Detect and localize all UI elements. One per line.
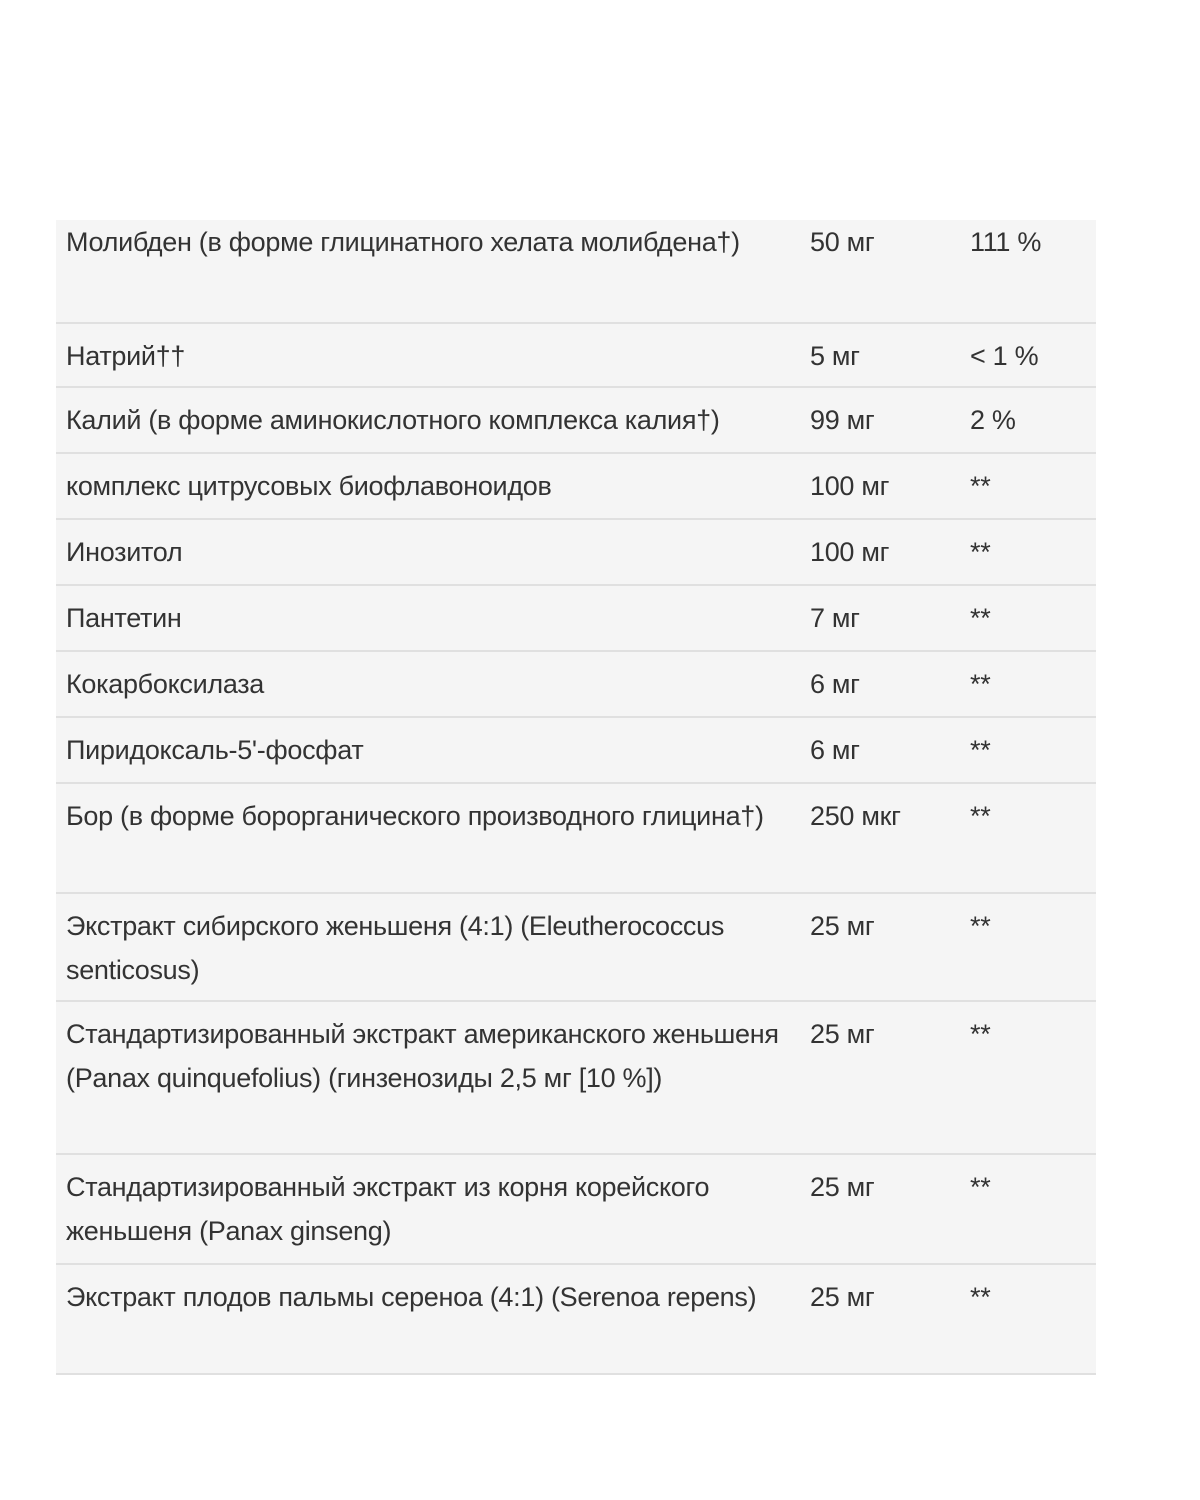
daily-value: ** xyxy=(970,1172,991,1202)
ingredient-name: Кокарбоксилаза xyxy=(66,669,265,699)
ingredient-amount: 50 мг xyxy=(810,227,875,257)
ingredient-name: Экстракт плодов пальмы сереноа (4:1) (Serenoa repens) xyxy=(66,1282,757,1312)
ingredient-amount: 25 мг xyxy=(810,911,875,941)
daily-value: ** xyxy=(970,735,991,765)
ingredient-name: Стандартизированный экстракт американского женьшеня (Panax quinquefolius) (гинзенозиды 2,5 мг [10 %]) xyxy=(66,1019,779,1093)
ingredient-name: Пиридоксаль-5'-фосфат xyxy=(66,735,364,765)
table-row xyxy=(56,717,1096,783)
ingredient-name: Экстракт сибирского женьшеня (4:1) (Eleutherococcus senticosus) xyxy=(66,911,725,985)
daily-value: ** xyxy=(970,801,991,831)
ingredient-amount: 25 мг xyxy=(810,1172,875,1202)
daily-value: ** xyxy=(970,1282,991,1312)
table-row xyxy=(56,651,1096,717)
table-row xyxy=(56,387,1096,453)
ingredient-amount: 6 мг xyxy=(810,669,860,699)
ingredient-amount: 99 мг xyxy=(810,405,875,435)
table-row xyxy=(56,1154,1096,1264)
daily-value: 2 % xyxy=(970,405,1016,435)
daily-value: ** xyxy=(970,911,991,941)
daily-value: 111 % xyxy=(970,227,1042,257)
table-row xyxy=(56,1001,1096,1154)
table-row xyxy=(56,585,1096,651)
ingredient-name: Калий (в форме аминокислотного комплекса калия†) xyxy=(66,405,720,435)
table-row xyxy=(56,1264,1096,1374)
table-row xyxy=(56,323,1096,387)
ingredient-amount: 6 мг xyxy=(810,735,860,765)
ingredient-amount: 100 мг xyxy=(810,537,890,567)
ingredient-name: Инозитол xyxy=(66,537,183,567)
daily-value: ** xyxy=(970,603,991,633)
ingredient-amount: 250 мкг xyxy=(810,801,901,831)
ingredient-amount: 5 мг xyxy=(810,341,860,371)
ingredient-amount: 25 мг xyxy=(810,1282,875,1312)
table-row xyxy=(56,893,1096,1001)
ingredient-name: Бор (в форме борорганического производного глицина†) xyxy=(66,801,764,831)
ingredient-amount: 25 мг xyxy=(810,1019,875,1049)
nutrition-table-container xyxy=(56,220,1096,1375)
supplement-facts-table xyxy=(56,220,1096,1375)
daily-value: ** xyxy=(970,471,991,501)
table-row xyxy=(56,783,1096,893)
table-row xyxy=(56,453,1096,519)
daily-value: < 1 % xyxy=(970,341,1039,371)
ingredient-name: Пантетин xyxy=(66,603,182,633)
table-row xyxy=(56,220,1096,323)
daily-value: ** xyxy=(970,537,991,567)
ingredient-amount: 7 мг xyxy=(810,603,860,633)
ingredient-name: комплекс цитрусовых биофлавоноидов xyxy=(66,471,552,501)
ingredient-amount: 100 мг xyxy=(810,471,890,501)
ingredient-name: Стандартизированный экстракт из корня корейского женьшеня (Panax ginseng) xyxy=(66,1172,710,1246)
table-row xyxy=(56,519,1096,585)
ingredient-name: Молибден (в форме глицинатного хелата молибдена†) xyxy=(66,227,740,257)
daily-value: ** xyxy=(970,1019,991,1049)
ingredient-name: Натрий†† xyxy=(66,341,186,371)
daily-value: ** xyxy=(970,669,991,699)
